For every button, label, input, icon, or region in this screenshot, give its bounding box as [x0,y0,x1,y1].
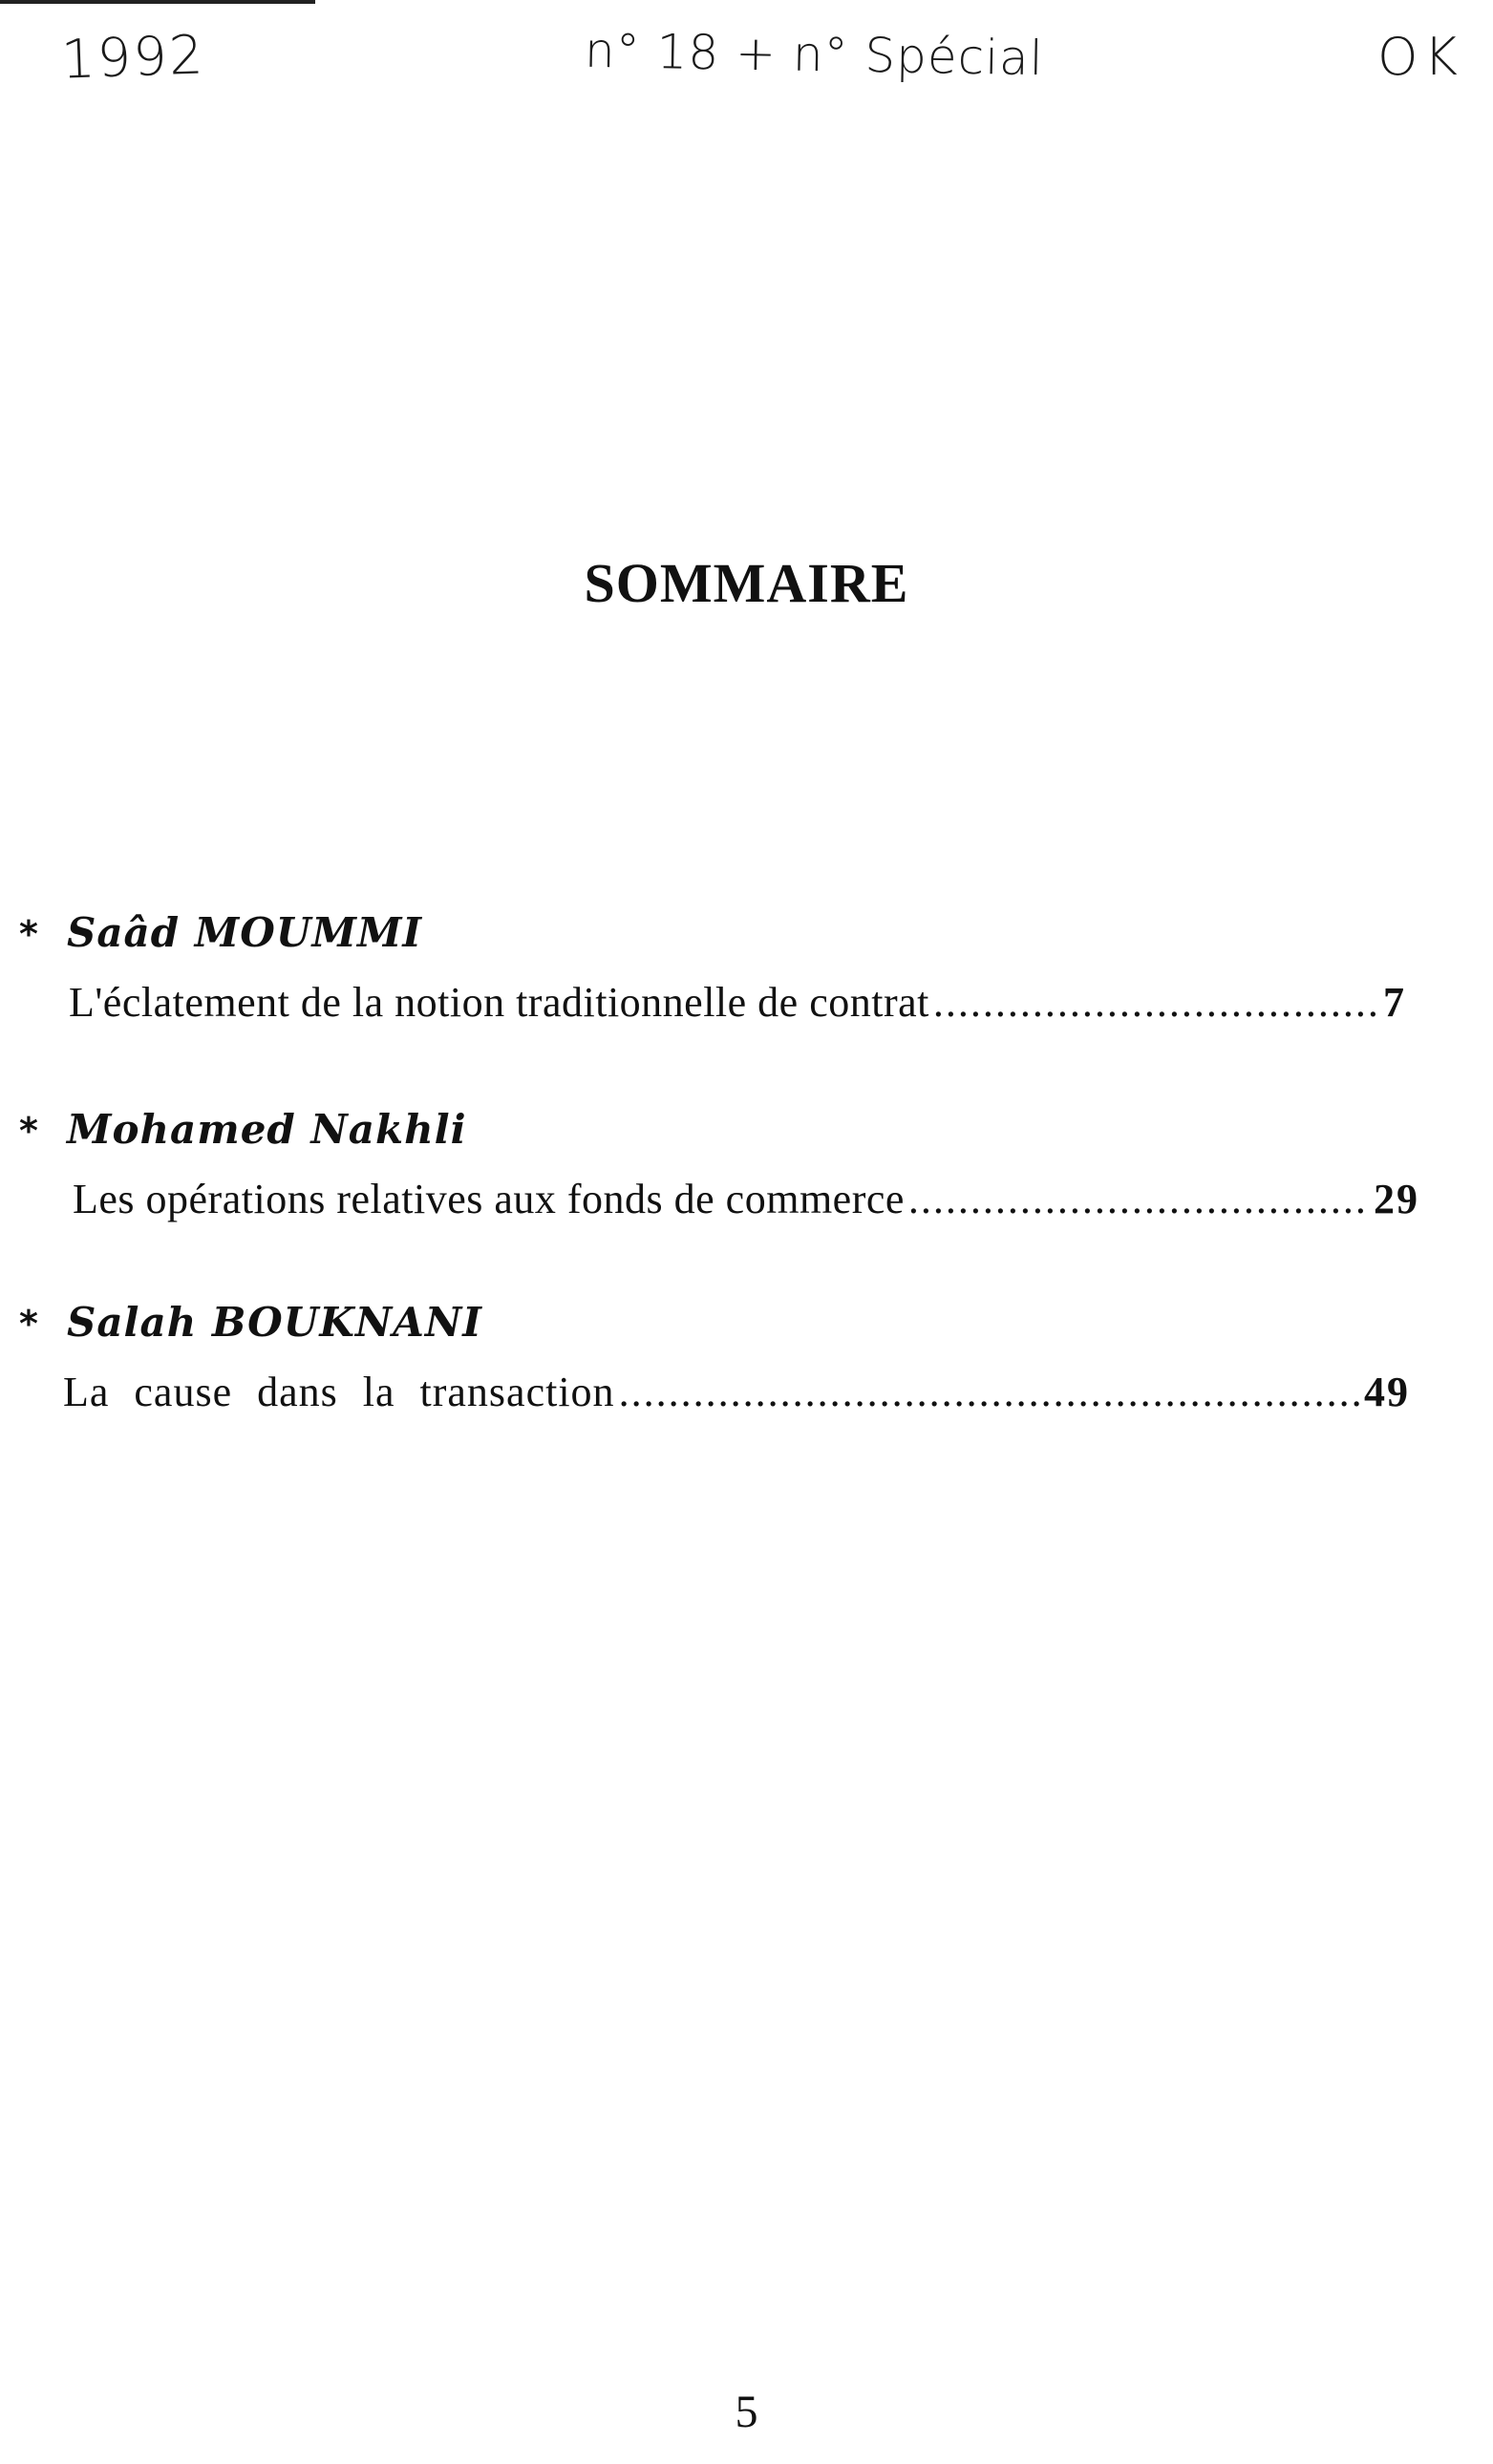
toc-line [63,1364,1410,1421]
toc-entry [19,1106,1433,1228]
page-title: SOMMAIRE [584,551,909,614]
page-reference: 7 [1383,979,1406,1026]
author-name: Salah BOUKNANI [67,1299,482,1346]
page-reference: 29 [1374,1176,1419,1222]
dot-leader [619,1364,1360,1421]
article-title: L'éclatement de la notion traditionnelle de contrat [69,979,929,1026]
author-line [19,1299,1433,1360]
dot-leader [933,974,1379,1031]
handwritten-year: 1992 [59,24,206,92]
article-title: Les opérations relatives aux fonds de commerce [73,1176,905,1222]
bullet-asterisk: * [19,1303,38,1345]
bullet-asterisk: * [19,1110,38,1152]
toc-entry [19,1299,1433,1421]
author-line [19,1106,1433,1167]
page-reference: 49 [1364,1369,1410,1415]
bullet-asterisk: * [19,913,38,955]
page-number: 5 [735,2387,758,2437]
author-name: Saâd MOUMMI [67,909,423,956]
toc-entry [19,909,1433,1031]
dot-leader [908,1171,1370,1228]
scan-edge [0,0,315,4]
handwritten-issue-note: n° 18 + n° Spécial [584,22,1045,87]
author-line [19,909,1433,970]
handwritten-ok-mark: OK [1377,27,1463,87]
toc-line [69,974,1406,1031]
article-title: La cause dans la transaction [63,1369,615,1415]
toc-line [73,1171,1419,1228]
author-name: Mohamed Nakhli [67,1106,467,1153]
